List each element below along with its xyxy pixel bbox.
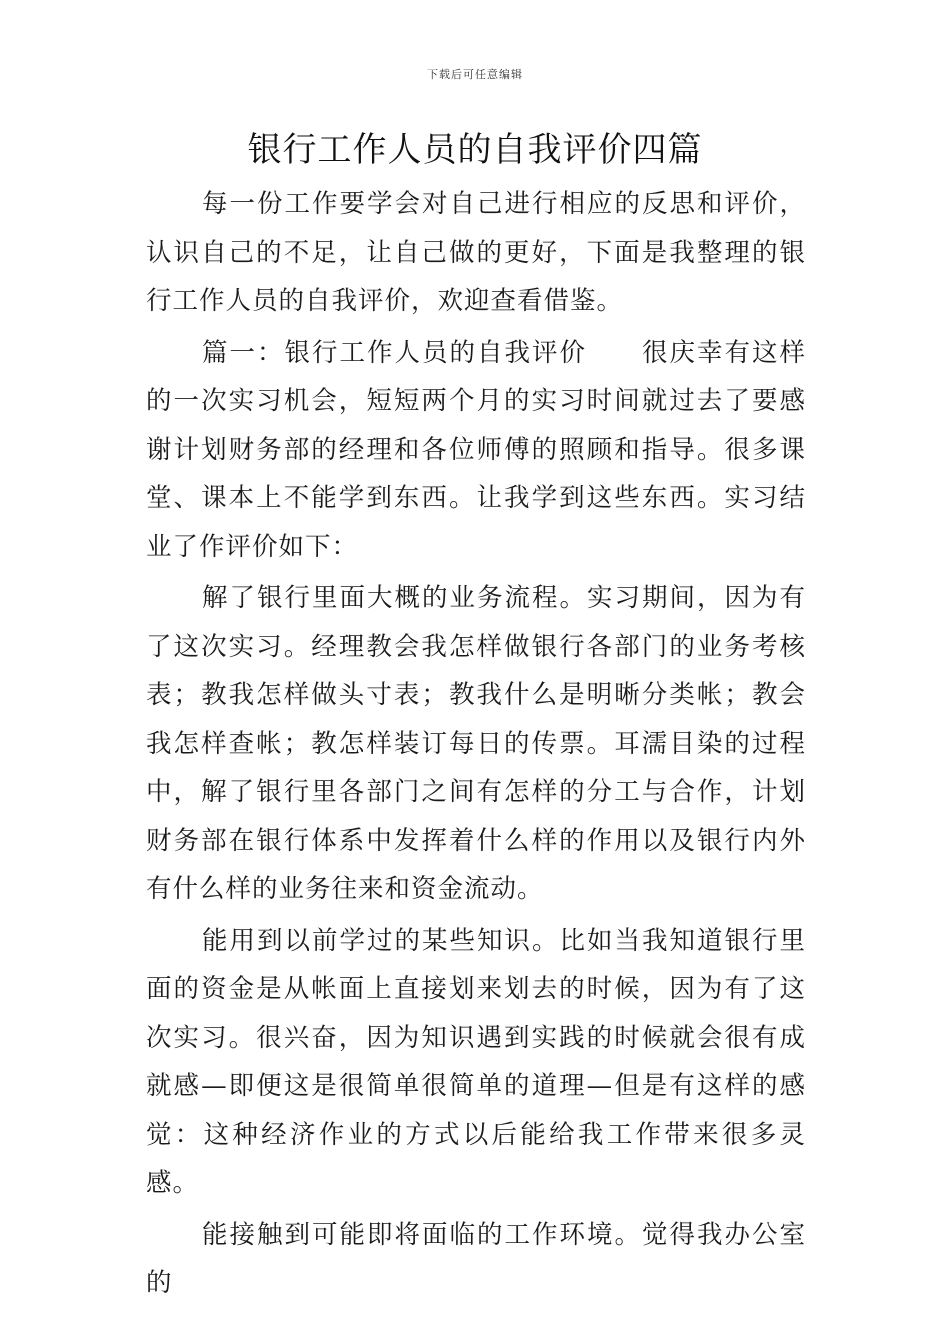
paragraph-knowledge-use: 能用到以前学过的某些知识。比如当我知道银行里面的资金是从帐面上直接划来划去的时候，因为有了这次实习。很兴奋，因为知识遇到实践的时候就会很有成就感—即便这是很简单很简单的道理—但是有这样的感觉：这种经济作业的方式以后能给我工作带来很多灵感。: [146, 925, 806, 1198]
header-note: 下载后可任意编辑: [427, 68, 523, 81]
paragraph-business-process: 解了银行里面大概的业务流程。实习期间，因为有了这次实习。经理教会我怎样做银行各部门的业务考核表；教我怎样做头寸表；教我什么是明晰分类帐；教会我怎样查帐；教怎样装订每日的传票。耳濡目染的过程中，解了银行里各部门之间有怎样的分工与合作，计划财务部在银行体系中发挥着什么样的作用以及银行内外有什么样的业务往来和资金流动。: [146, 583, 806, 904]
paragraph-part-one: 篇一：银行工作人员的自我评价 很庆幸有这样的一次实习机会，短短两个月的实习时间就过去了要感谢计划财务部的经理和各位师傅的照顾和指导。很多课堂、课本上不能学到东西。让我学到这些东西。实习结业了作评价如下：: [146, 337, 806, 562]
document-body: [146, 180, 806, 1311]
paragraph-intro: 每一份工作要学会对自己进行相应的反思和评价，认识自己的不足，让自己做的更好，下面是我整理的银行工作人员的自我评价，欢迎查看借鉴。: [146, 189, 806, 316]
document-title: 银行工作人员的自我评价四篇: [247, 130, 703, 170]
paragraph-work-environment: 能接触到可能即将面临的工作环境。觉得我办公室的: [146, 1219, 806, 1298]
